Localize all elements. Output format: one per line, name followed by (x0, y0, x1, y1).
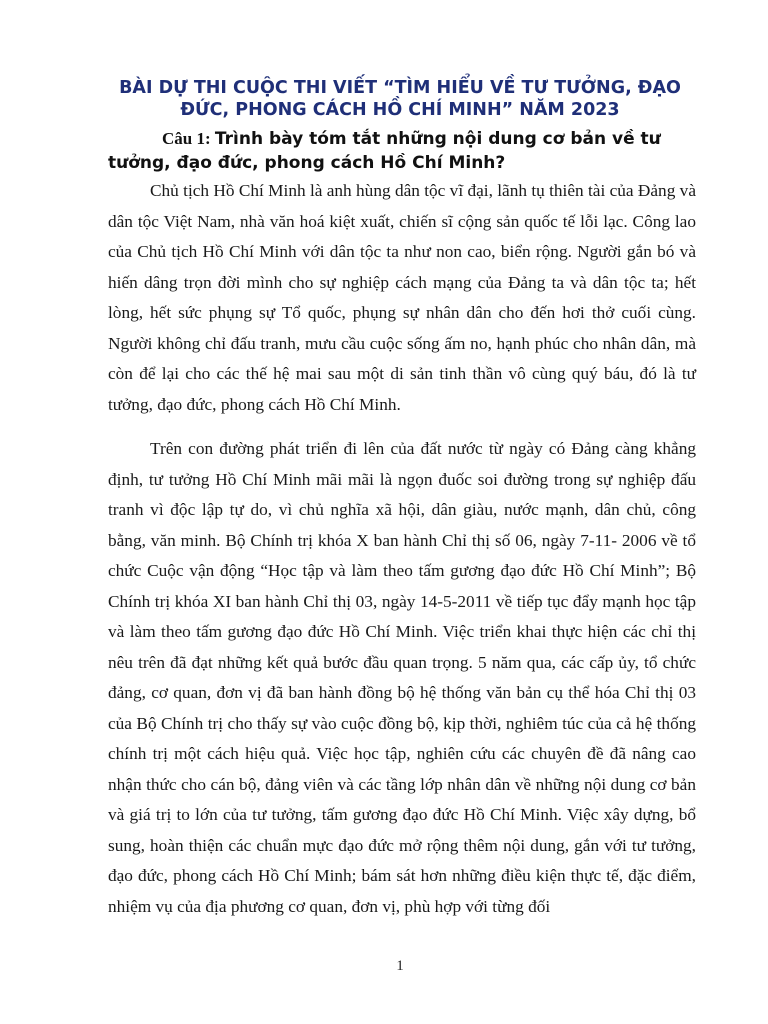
question-label: Câu 1: (162, 129, 215, 148)
body-paragraph: Trên con đường phát triển đi lên của đất nước từ ngày có Đảng càng khẳng định, tư tưởng Hồ Chí Minh mãi mãi là ngọn đuốc soi đường trong sự nghiệp đấu tranh vì độc lập tự do, vì chủ nghĩa xã hội, dân giàu, nước mạnh, dân chủ, công bằng, văn minh. Bộ Chính trị khóa X ban hành Chỉ thị số 06, ngày 7-11- 2006 về tổ chức Cuộc vận động “Học tập và làm theo tấm gương đạo đức Hồ Chí Minh”; Bộ Chính trị khóa XI ban hành Chỉ thị 03, ngày 14-5-2011 về tiếp tục đẩy mạnh học tập và làm theo tấm gương đạo đức Hồ Chí Minh. Việc triển khai thực hiện các chỉ thị nêu trên đã đạt những kết quả bước đầu quan trọng. 5 năm qua, các cấp ủy, tổ chức đảng, cơ quan, đơn vị đã ban hành đồng bộ hệ thống văn bản cụ thể hóa Chỉ thị 03 của Bộ Chính trị cho thấy sự vào cuộc đồng bộ, kịp thời, nghiêm túc của cả hệ thống chính trị một cách hiệu quả. Việc học tập, nghiên cứu các chuyên đề đã nâng cao nhận thức cho cán bộ, đảng viên và các tầng lớp nhân dân về những nội dung cơ bản và giá trị to lớn của tư tưởng, tấm gương đạo đức Hồ Chí Minh. Việc xây dựng, bổ sung, hoàn thiện các chuẩn mực đạo đức mở rộng thêm nội dung, gắn với tư tưởng, đạo đức, phong cách Hồ Chí Minh; bám sát hơn những điều kiện thực tế, đặc điểm, nhiệm vụ của địa phương cơ quan, đơn vị, phù hợp với từng đối (108, 439, 696, 916)
page-number: 1 (396, 958, 404, 974)
question-heading (108, 127, 702, 175)
body-paragraph: Chủ tịch Hồ Chí Minh là anh hùng dân tộc vĩ đại, lãnh tụ thiên tài của Đảng và dân tộc Việt Nam, nhà văn hoá kiệt xuất, chiến sĩ cộng sản quốc tế lỗi lạc. Công lao của Chủ tịch Hồ Chí Minh với dân tộc ta như non cao, biển rộng. Người gắn bó và hiến dâng trọn đời mình cho sự nghiệp cách mạng của Đảng ta và dân tộc ta; hết lòng, hết sức phụng sự Tổ quốc, phụng sự nhân dân cho đến hơi thở cuối cùng. Người không chỉ đấu tranh, mưu cầu cuộc sống ấm no, hạnh phúc cho nhân dân, mà còn để lại cho các thế hệ mai sau một di sản tinh thần vô cùng quý báu, đó là tư tưởng, đạo đức, phong cách Hồ Chí Minh. (108, 181, 696, 414)
document-title: BÀI DỰ THI CUỘC THI VIẾT “TÌM HIỂU VỀ TƯ TƯỞNG, ĐẠO ĐỨC, PHONG CÁCH HỒ CHÍ MINH” NĂM 2023 (119, 78, 681, 120)
question-text: Trình bày tóm tắt những nội dung cơ bản về tư tưởng, đạo đức, phong cách Hồ Chí Minh? (108, 129, 661, 173)
